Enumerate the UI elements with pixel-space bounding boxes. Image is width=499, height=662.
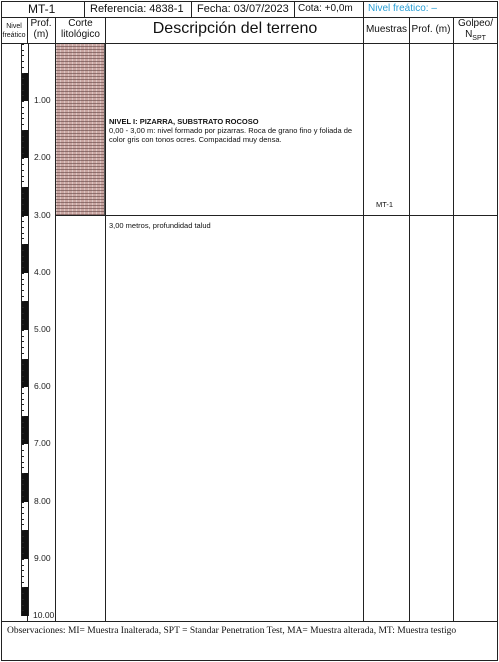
ruler-segment xyxy=(22,559,28,588)
ruler-tick xyxy=(21,181,24,182)
col-sep-samples xyxy=(409,17,410,621)
ruler-segment xyxy=(22,473,28,502)
ruler-tick xyxy=(21,456,24,457)
ruler-tick xyxy=(21,193,24,194)
ruler-tick xyxy=(21,50,24,51)
ruler-tick xyxy=(21,158,24,159)
reference: Referencia: 4838-1 xyxy=(90,3,184,15)
ruler-tick xyxy=(21,605,24,606)
description-header: Descripción del terreno xyxy=(152,20,318,37)
ruler-tick xyxy=(21,233,24,234)
depth-header-line2: (m) xyxy=(33,29,49,40)
ruler-tick xyxy=(21,216,24,217)
ruler-tick xyxy=(21,570,24,571)
ruler-tick xyxy=(21,107,24,108)
depth-label: 6.00 xyxy=(34,381,51,392)
lithology-header-line1: Corte xyxy=(68,18,93,29)
depth-label: 4.00 xyxy=(34,266,51,277)
ruler-segment xyxy=(22,387,28,416)
col-sep-desc xyxy=(363,17,364,621)
water-level-header-line1: Nivel xyxy=(6,23,22,30)
ruler-tick xyxy=(21,67,24,68)
ruler-tick xyxy=(21,559,24,560)
ruler-segment xyxy=(22,530,28,559)
ruler-tick xyxy=(21,250,24,251)
ruler-tick xyxy=(21,507,24,508)
ruler-tick xyxy=(21,467,24,468)
ruler-tick xyxy=(21,404,24,405)
ruler-tick xyxy=(21,484,24,485)
ruler-segment xyxy=(22,273,28,302)
end-note: 3,00 metros, profundidad talud xyxy=(109,221,211,230)
ruler-tick xyxy=(21,284,24,285)
layer-boundary xyxy=(55,215,498,216)
ruler-segment xyxy=(22,502,28,531)
ruler-segment xyxy=(22,244,28,273)
ruler-tick xyxy=(21,410,24,411)
ruler-tick xyxy=(21,113,24,114)
ruler-tick xyxy=(21,565,24,566)
ruler-tick xyxy=(21,124,24,125)
ruler-tick xyxy=(21,341,24,342)
ruler-tick xyxy=(21,147,24,148)
ruler-tick xyxy=(21,536,24,537)
ruler-segment xyxy=(22,330,28,359)
ruler-tick xyxy=(21,582,24,583)
ruler-tick xyxy=(21,244,24,245)
ruler-tick xyxy=(21,370,24,371)
ruler-tick xyxy=(21,61,24,62)
ruler-tick xyxy=(21,587,24,588)
ruler-tick xyxy=(21,347,24,348)
ruler-tick xyxy=(21,479,24,480)
ruler-tick xyxy=(21,490,24,491)
ruler-tick xyxy=(21,381,24,382)
ruler-segment xyxy=(22,158,28,187)
ruler-tick xyxy=(21,73,24,74)
ruler-tick xyxy=(21,599,24,600)
ruler-tick xyxy=(21,593,24,594)
ruler-tick xyxy=(21,462,24,463)
ruler-tick xyxy=(21,296,24,297)
ruler-tick xyxy=(21,416,24,417)
ruler-tick xyxy=(21,359,24,360)
ruler-tick xyxy=(21,164,24,165)
ruler-tick xyxy=(21,330,24,331)
samples-header: Muestras xyxy=(365,24,408,35)
ruler-tick xyxy=(21,78,24,79)
ruler-tick xyxy=(21,336,24,337)
ruler-tick xyxy=(21,427,24,428)
header-sep xyxy=(363,1,364,17)
depth-label: 1.00 xyxy=(34,95,51,106)
depth-label: 10.00 xyxy=(33,610,55,620)
ruler-tick xyxy=(21,101,24,102)
depth-header xyxy=(28,18,54,40)
ruler-segment xyxy=(22,44,28,73)
ruler-tick xyxy=(21,198,24,199)
col-sep-litho xyxy=(105,17,106,621)
blows-n-label: N xyxy=(465,29,473,40)
water-level-header xyxy=(2,22,26,40)
depth-label: 8.00 xyxy=(34,495,51,506)
col-sep-sampledepth xyxy=(453,17,454,621)
water-level-header-line2: freático xyxy=(2,32,26,39)
ruler-tick xyxy=(21,256,24,257)
blows-header-line2 xyxy=(453,29,498,44)
ruler-segment xyxy=(22,587,28,616)
depth-label: 9.00 xyxy=(34,552,51,563)
ruler-tick xyxy=(21,399,24,400)
ruler-tick xyxy=(21,496,24,497)
ruler-tick xyxy=(21,130,24,131)
ruler-tick xyxy=(21,450,24,451)
borehole-code: MT-1 xyxy=(28,2,56,16)
ruler-tick xyxy=(21,324,24,325)
ruler-tick xyxy=(21,84,24,85)
ruler-tick xyxy=(21,267,24,268)
ruler-tick xyxy=(21,290,24,291)
ruler-segment xyxy=(22,187,28,216)
depth-label: 5.00 xyxy=(34,324,51,334)
ruler-tick xyxy=(21,204,24,205)
ruler-tick xyxy=(21,55,24,56)
ruler-tick xyxy=(21,353,24,354)
ruler-tick xyxy=(21,90,24,91)
date: Fecha: 03/07/2023 xyxy=(197,3,289,15)
ruler-tick xyxy=(21,444,24,445)
ruler-tick xyxy=(21,542,24,543)
lithology-header xyxy=(55,18,106,40)
ruler-tick xyxy=(21,141,24,142)
ruler-tick xyxy=(21,576,24,577)
blows-header xyxy=(453,18,498,44)
layer-title: NIVEL I: PIZARRA, SUBSTRATO ROCOSO xyxy=(109,117,259,126)
ruler-tick xyxy=(21,502,24,503)
ruler-tick xyxy=(21,519,24,520)
ruler-segment xyxy=(22,444,28,473)
ruler-tick xyxy=(21,238,24,239)
ruler-segment xyxy=(22,216,28,245)
ruler-tick xyxy=(21,610,24,611)
ruler-segment xyxy=(22,130,28,159)
ruler-tick xyxy=(21,513,24,514)
ruler-tick xyxy=(21,439,24,440)
ruler-segment xyxy=(22,416,28,445)
ruler-tick xyxy=(21,221,24,222)
ruler-tick xyxy=(21,530,24,531)
ruler-tick xyxy=(21,176,24,177)
ruler-tick xyxy=(21,313,24,314)
lithology-header-line2: litológico xyxy=(61,29,100,40)
ruler-tick xyxy=(21,170,24,171)
ruler-tick xyxy=(21,473,24,474)
ruler-segment xyxy=(22,359,28,388)
ruler-tick xyxy=(21,364,24,365)
ruler-tick xyxy=(21,210,24,211)
ruler-tick xyxy=(21,44,24,45)
header-sep xyxy=(84,1,85,17)
ruler-tick xyxy=(21,393,24,394)
water-table: Nivel freático: – xyxy=(368,3,437,14)
ruler-tick xyxy=(21,95,24,96)
ruler-tick xyxy=(21,273,24,274)
ruler-segment xyxy=(22,101,28,130)
depth-label: 3.00 xyxy=(34,209,51,220)
footer-divider xyxy=(1,621,498,622)
ruler-tick xyxy=(21,301,24,302)
ruler-tick xyxy=(21,118,24,119)
sample-depth-header: Prof. (m) xyxy=(411,24,451,35)
ruler-segment xyxy=(22,73,28,102)
elevation: Cota: +0,0m xyxy=(298,3,353,14)
ruler-tick xyxy=(21,227,24,228)
ruler-tick xyxy=(21,376,24,377)
lithology-slate-pattern xyxy=(56,44,105,215)
depth-label: 2.00 xyxy=(34,152,51,163)
ruler-tick xyxy=(21,261,24,262)
ruler-tick xyxy=(21,153,24,154)
depth-label: 7.00 xyxy=(34,438,51,449)
depth-header-line1: Prof. xyxy=(30,18,52,29)
ruler-tick xyxy=(21,279,24,280)
ruler-tick xyxy=(21,136,24,137)
observations: Observaciones: MI= Muestra Inalterada, SPT = Standar Penetration Test, MA= Muestra alterada, MT: Muestra testigo xyxy=(7,626,457,636)
ruler-tick xyxy=(21,553,24,554)
ruler-tick xyxy=(21,524,24,525)
ruler-tick xyxy=(21,319,24,320)
blows-spt-label: SPT xyxy=(472,35,486,42)
header-sep xyxy=(294,1,295,17)
ruler-tick xyxy=(21,433,24,434)
ruler-tick xyxy=(21,422,24,423)
ruler-tick xyxy=(21,387,24,388)
blows-header-line1: Golpeo/ xyxy=(457,18,494,29)
ruler-tick xyxy=(21,187,24,188)
ruler-segment xyxy=(22,301,28,330)
layer-description: 0,00 - 3,00 m: nivel formado por pizarras. Roca de grano fino y foliada de color gris con tonos ocres. Compacidad muy densa. xyxy=(109,126,353,144)
header-sep xyxy=(191,1,192,17)
ruler-tick xyxy=(21,307,24,308)
sample-id: MT-1 xyxy=(376,200,394,209)
ruler-tick xyxy=(21,547,24,548)
